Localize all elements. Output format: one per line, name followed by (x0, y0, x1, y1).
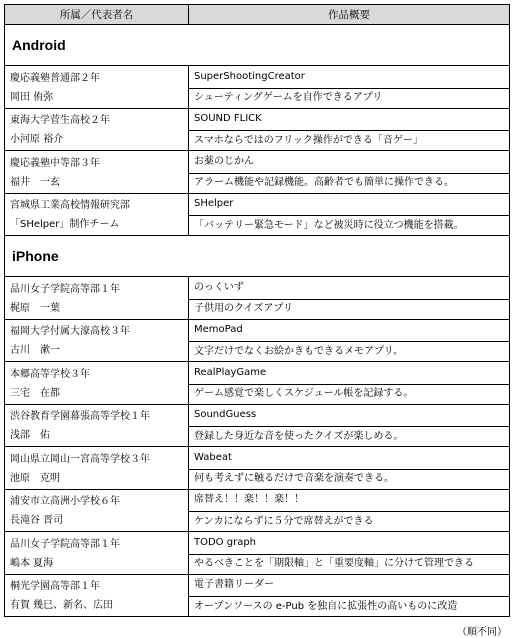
entry-representative: 池原 克明 (5, 469, 189, 489)
section-row (5, 25, 510, 66)
entry-affiliation: 慶応義塾普通部２年 (5, 66, 189, 89)
entry-row (5, 277, 510, 300)
entry-row (5, 554, 510, 574)
entry-summary: ケンカにならずに５分で席替えができる (189, 512, 510, 532)
entry-affiliation: 品川女子学院高等部１年 (5, 277, 189, 300)
entry-title: 電子書籍リーダー (189, 574, 510, 597)
entry-title: TODO graph (189, 532, 510, 555)
entry-affiliation: 慶応義塾中等部３年 (5, 151, 189, 174)
section-row (5, 236, 510, 277)
entry-row (5, 173, 510, 193)
entry-representative: 浅部 佑 (5, 427, 189, 447)
entry-row (5, 193, 510, 216)
entry-row (5, 151, 510, 174)
entry-row (5, 447, 510, 470)
entry-representative: 小河原 裕介 (5, 131, 189, 151)
entry-affiliation: 桐光学園高等部１年 (5, 574, 189, 597)
entry-row (5, 489, 510, 512)
entry-summary: スマホならではのフリック操作ができる「音ゲー」 (189, 131, 510, 151)
entry-affiliation: 福岡大学付属大濠高校３年 (5, 319, 189, 342)
entry-affiliation: 浦安市立高洲小学校６年 (5, 489, 189, 512)
entry-title: SuperShootingCreator (189, 66, 510, 89)
entry-title: SOUND FLICK (189, 108, 510, 131)
entry-representative: 嶋本 夏海 (5, 554, 189, 574)
entry-row (5, 384, 510, 404)
entry-representative: 有賀 幾巳、新名、広田 (5, 597, 189, 617)
entry-summary: シューティングゲームを自作できるアプリ (189, 88, 510, 108)
entry-row (5, 574, 510, 597)
entry-title: お薬のじかん (189, 151, 510, 174)
entry-summary: やるべきことを「期限軸」と「重要度軸」に分けて管理できる (189, 554, 510, 574)
entry-row (5, 131, 510, 151)
entry-row (5, 427, 510, 447)
entry-summary: 登録した身近な音を使ったクイズが楽しめる。 (189, 427, 510, 447)
entries-table (4, 4, 510, 617)
entry-row (5, 88, 510, 108)
entry-title: RealPlayGame (189, 362, 510, 385)
entry-row (5, 512, 510, 532)
entry-row (5, 342, 510, 362)
entry-row (5, 469, 510, 489)
entry-summary: 子供用のクイズアプリ (189, 299, 510, 319)
entry-affiliation: 本郷高等学校３年 (5, 362, 189, 385)
entry-title: SoundGuess (189, 404, 510, 427)
entry-row (5, 319, 510, 342)
entry-representative: 長滝谷 晋司 (5, 512, 189, 532)
section-heading: iPhone (5, 236, 510, 277)
section-heading: Android (5, 25, 510, 66)
entry-summary: 「バッテリー緊急モード」など被災時に役立つ機能を搭載。 (189, 216, 510, 236)
entry-title: Wabeat (189, 447, 510, 470)
entry-title: SHelper (189, 193, 510, 216)
entry-affiliation: 渋谷教育学園幕張高等学校１年 (5, 404, 189, 427)
entry-row (5, 597, 510, 617)
document (4, 4, 509, 638)
entry-affiliation: 岡山県立岡山一宮高等学校３年 (5, 447, 189, 470)
entry-representative: 「SHelper」制作チーム (5, 216, 189, 236)
entry-row (5, 216, 510, 236)
entry-representative: 岡田 侑弥 (5, 88, 189, 108)
entry-affiliation: 品川女子学院高等部１年 (5, 532, 189, 555)
entry-title: 席替え！！楽！！楽！！ (189, 489, 510, 512)
entry-summary: ゲーム感覚で楽しくスケジュール帳を記録する。 (189, 384, 510, 404)
entry-affiliation: 東海大学菅生高校２年 (5, 108, 189, 131)
entry-row (5, 532, 510, 555)
entry-representative: 三宅 在都 (5, 384, 189, 404)
entry-row (5, 362, 510, 385)
header-summary: 作品概要 (189, 5, 510, 25)
entry-row (5, 66, 510, 89)
entries-body (5, 25, 510, 617)
entry-summary: 文字だけでなくお絵かきもできるメモアプリ。 (189, 342, 510, 362)
entry-row (5, 299, 510, 319)
entry-representative: 梶原 一葉 (5, 299, 189, 319)
header-affiliation: 所属／代表者名 (5, 5, 189, 25)
entry-summary: オープンソースの e-Pub を独自に拡張性の高いものに改造 (189, 597, 510, 617)
entry-title: MemoPad (189, 319, 510, 342)
header-row (5, 5, 510, 25)
entry-summary: アラーム機能や記録機能。高齢者でも簡単に操作できる。 (189, 173, 510, 193)
entry-title: のっくいず (189, 277, 510, 300)
entry-representative: 福井 一玄 (5, 173, 189, 193)
entry-affiliation: 宮城県工業高校情報研究部 (5, 193, 189, 216)
entry-row (5, 108, 510, 131)
entry-representative: 古川 漱一 (5, 342, 189, 362)
entry-summary: 何も考えずに触るだけで音楽を演奏できる。 (189, 469, 510, 489)
order-note: （順不同） (457, 627, 507, 638)
entry-row (5, 404, 510, 427)
